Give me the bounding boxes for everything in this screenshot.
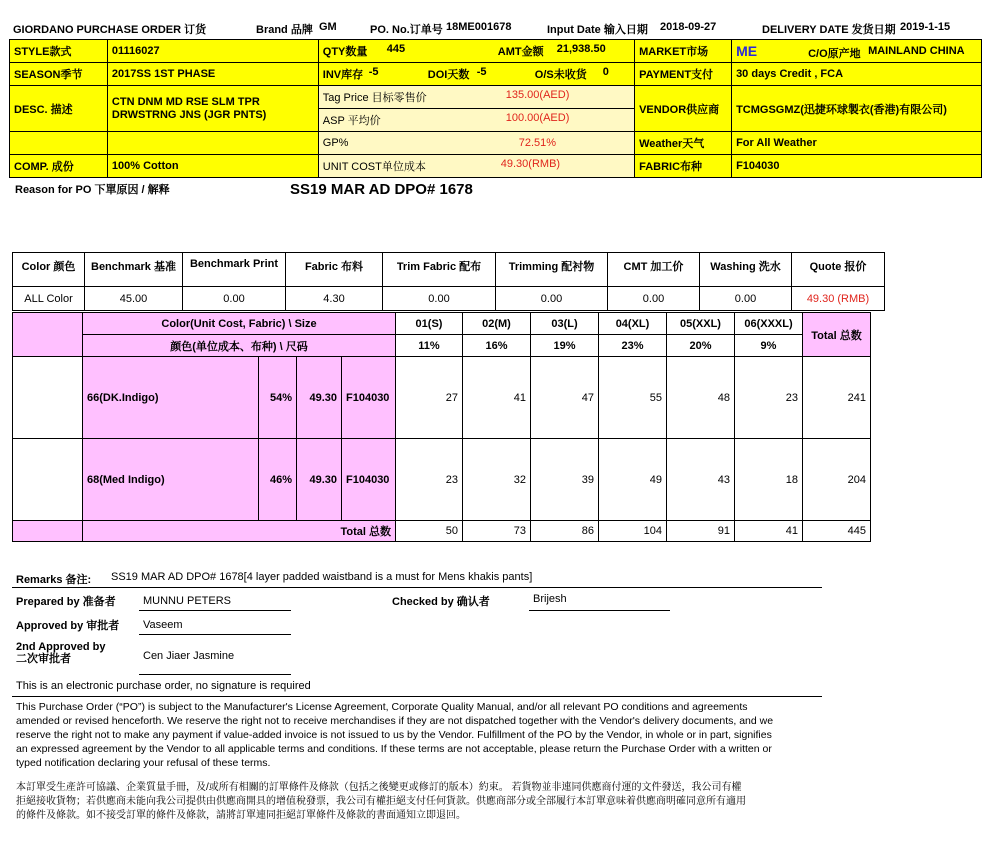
cost-cell-color: ALL Color	[13, 287, 85, 311]
market-origin-cell	[732, 40, 982, 63]
cost-header-color: Color 颜色	[13, 253, 85, 287]
brand-value: GM	[319, 21, 337, 33]
reason-label: Reason for PO 下單原因 / 解释	[15, 184, 170, 196]
season-value: 2017SS 1ST PHASE	[107, 63, 318, 86]
remarks-value: SS19 MAR AD DPO# 1678[4 layer padded waistband is a must for Mens khakis pants]	[111, 571, 533, 583]
second-approved-label	[16, 641, 105, 665]
row-total: 241	[803, 357, 871, 439]
blank-value-cell	[107, 132, 318, 155]
desc-label: DESC. 描述	[10, 86, 108, 132]
row-qty: 18	[735, 439, 803, 521]
matrix-title-cn: 颜色(单位成本、布种) \ 尺码	[83, 335, 396, 357]
fabric-value: F104030	[732, 155, 982, 178]
remarks-label: Remarks 备注:	[16, 574, 92, 586]
tag-price-cell	[318, 86, 634, 109]
terms-en-line: an expressed agreement by the Vendor to all applicable terms and conditions. If these terms are not acceptable, please return the Purchase Order with a written or	[16, 743, 772, 755]
style-label: STYLE款式	[10, 40, 108, 63]
delivery-date-value: 2019-1-15	[900, 21, 951, 33]
size-ratio: 11%	[396, 335, 463, 357]
amt-label: AMT金额	[497, 46, 544, 58]
unit-cost-cell	[318, 155, 634, 178]
prepared-by-value: MUNNU PETERS	[143, 595, 232, 607]
qty-amt-cell	[318, 40, 634, 63]
qty-value: 445	[386, 43, 406, 55]
terms-english	[16, 700, 826, 770]
cost-header-trimming: Trimming 配衬物	[496, 253, 608, 287]
row-cost: 49.30	[297, 439, 342, 521]
cost-breakdown-table	[12, 252, 885, 311]
size-total: 91	[667, 521, 735, 542]
blank-label-cell	[10, 132, 108, 155]
second-approved-value: Cen Jiaer Jasmine	[143, 650, 235, 662]
electronic-notice: This is an electronic purchase order, no signature is required	[16, 680, 311, 692]
size-quantity-matrix	[12, 312, 871, 542]
po-value: 18ME001678	[446, 21, 512, 33]
inv-label: INV库存	[322, 69, 364, 81]
size-header: 05(XXL)	[667, 313, 735, 335]
matrix-title-en: Color(Unit Cost, Fabric) \ Size	[83, 313, 396, 335]
cost-cell-cmt: 0.00	[608, 287, 700, 311]
cost-header-benchmark-print: Benchmark Print	[183, 253, 286, 287]
size-total: 73	[463, 521, 531, 542]
doi-label: DOI天数	[427, 69, 470, 81]
size-ratio: 23%	[599, 335, 667, 357]
cost-header-cmt: CMT 加工价	[608, 253, 700, 287]
comp-label: COMP. 成份	[10, 155, 108, 178]
document-title: GIORDANO PURCHASE ORDER 订货	[13, 24, 207, 36]
cost-cell-benchmark-print: 0.00	[183, 287, 286, 311]
signature-line	[139, 674, 291, 675]
asp-value: 100.00(AED)	[505, 112, 570, 124]
size-header: 06(XXXL)	[735, 313, 803, 335]
row-blank	[13, 357, 83, 439]
size-total: 50	[396, 521, 463, 542]
second-approved-label-cn: 二次审批者	[16, 653, 71, 665]
cost-header-benchmark: Benchmark 基准	[85, 253, 183, 287]
cost-cell-benchmark: 45.00	[85, 287, 183, 311]
cost-header-quote: Quote 报价	[792, 253, 885, 287]
market-label: MARKET市场	[635, 40, 732, 63]
row-qty: 41	[463, 357, 531, 439]
row-qty: 39	[531, 439, 599, 521]
size-total: 41	[735, 521, 803, 542]
size-header: 02(M)	[463, 313, 531, 335]
cost-header-washing: Washing 洗水	[700, 253, 792, 287]
divider	[12, 696, 822, 697]
row-fabric: F104030	[342, 439, 396, 521]
desc-line-2: DRWSTRNG JNS (JGR PNTS)	[111, 108, 267, 121]
comp-value: 100% Cotton	[107, 155, 318, 178]
terms-cn-line: 的條件及條款。如不接受訂單的條件及條款，請將訂單連同拒絕訂單條件及條款的書面通知立即退回。	[16, 810, 466, 821]
prepared-by-label: Prepared by 准备者	[16, 596, 116, 608]
origin-value: MAINLAND CHINA	[868, 45, 965, 57]
cost-cell-washing: 0.00	[700, 287, 792, 311]
unit-cost-value: 49.30(RMB)	[500, 158, 561, 170]
doi-value: -5	[476, 66, 487, 78]
asp-label: ASP 平均价	[322, 115, 381, 127]
size-ratio: 20%	[667, 335, 735, 357]
cost-cell-trimming: 0.00	[496, 287, 608, 311]
input-date-label: Input Date 输入日期	[547, 24, 648, 36]
po-info-table	[9, 39, 982, 178]
totals-row	[13, 521, 871, 542]
weather-label: Weather天气	[635, 132, 732, 155]
size-total: 86	[531, 521, 599, 542]
unit-cost-label: UNIT COST单位成本	[322, 161, 426, 173]
terms-cn-line: 本訂單受生產許可協議、企業質量手冊，及/或所有相關的訂單條件及條款（包括之後變更或修訂的版本）約束。 若貨物並非連同供應商付運的文件發送，我公司有權	[16, 782, 742, 793]
payment-label: PAYMENT支付	[635, 63, 732, 86]
style-value: 01116027	[107, 40, 318, 63]
inventory-cell	[318, 63, 634, 86]
row-blank	[13, 439, 83, 521]
inv-value: -5	[368, 66, 379, 78]
amt-value: 21,938.50	[556, 43, 606, 55]
table-row	[13, 439, 871, 521]
signature-line	[139, 610, 291, 611]
os-value: 0	[602, 66, 609, 78]
row-qty: 27	[396, 357, 463, 439]
row-qty: 48	[667, 357, 735, 439]
row-fabric: F104030	[342, 357, 396, 439]
reason-value: SS19 MAR AD DPO# 1678	[290, 181, 473, 198]
row-cost: 49.30	[297, 357, 342, 439]
terms-en-line: reserve the right not to make any payment if value-added invoice is not issued to us by the Vendor. Fulfillment of the PO by the Vendor, in whole or in part, signifies	[16, 729, 772, 741]
qty-label: QTY数量	[322, 46, 368, 58]
cost-header-fabric: Fabric 布料	[286, 253, 383, 287]
size-ratio: 19%	[531, 335, 599, 357]
terms-cn-line: 拒絕接收貨物；若供應商未能向我公司提供由供應商開具的增值稅發票，我公司有權拒絕支付任何貨款。供應商部分或全部履行本訂單意味着供應商明確同意所有適用	[16, 796, 746, 807]
payment-value: 30 days Credit , FCA	[732, 63, 982, 86]
asp-cell	[318, 109, 634, 132]
tag-price-label: Tag Price 目标零售价	[322, 92, 427, 104]
row-pct: 54%	[259, 357, 297, 439]
size-header: 03(L)	[531, 313, 599, 335]
divider	[12, 587, 822, 588]
fabric-label: FABRIC布种	[635, 155, 732, 178]
totals-blank	[13, 521, 83, 542]
season-label: SEASON季节	[10, 63, 108, 86]
po-label: PO. No.订单号	[370, 24, 443, 36]
approved-by-value: Vaseem	[143, 619, 183, 631]
size-ratio: 16%	[463, 335, 531, 357]
gp-value: 72.51%	[518, 137, 557, 149]
cost-header-trim-fabric: Trim Fabric 配布	[383, 253, 496, 287]
vendor-label: VENDOR供应商	[635, 86, 732, 132]
row-qty: 55	[599, 357, 667, 439]
row-color: 66(DK.Indigo)	[83, 357, 259, 439]
input-date-value: 2018-09-27	[660, 21, 717, 33]
tag-price-value: 135.00(AED)	[505, 89, 570, 101]
row-pct: 46%	[259, 439, 297, 521]
cost-cell-quote: 49.30 (RMB)	[792, 287, 885, 311]
row-qty: 47	[531, 357, 599, 439]
approved-by-label: Approved by 审批者	[16, 620, 120, 632]
size-total: 104	[599, 521, 667, 542]
vendor-value: TCMGSGMZ(迅捷环球製衣(香港)有限公司)	[732, 86, 982, 132]
size-header: 01(S)	[396, 313, 463, 335]
total-header: Total 总数	[803, 313, 871, 357]
row-total: 204	[803, 439, 871, 521]
terms-en-line: amended or revised henceforth. We reserve the right not to receive merchandises if they are not dispatched together with the Vendor's delivery documents, and we	[16, 715, 774, 727]
gp-cell	[318, 132, 634, 155]
os-label: O/S未收货	[534, 69, 587, 81]
desc-cell	[107, 86, 318, 132]
size-header: 04(XL)	[599, 313, 667, 335]
table-row	[13, 357, 871, 439]
row-qty: 23	[396, 439, 463, 521]
terms-en-line: typed notification declaring your refusal of these terms.	[16, 757, 271, 769]
totals-label: Total 总数	[83, 521, 396, 542]
weather-value: For All Weather	[732, 132, 982, 155]
row-qty: 32	[463, 439, 531, 521]
matrix-corner	[13, 313, 83, 357]
grand-total: 445	[803, 521, 871, 542]
brand-label: Brand 品牌	[256, 24, 313, 36]
signature-line	[139, 634, 291, 635]
checked-by-value: Brijesh	[533, 593, 567, 605]
terms-en-line: This Purchase Order (“PO”) is subject to the Manufacturer's License Agreement, Corporate Quality Manual, and/or all relevant PO conditions and agreements	[16, 701, 748, 713]
cost-cell-fabric: 4.30	[286, 287, 383, 311]
row-color: 68(Med Indigo)	[83, 439, 259, 521]
market-value: ME	[736, 43, 758, 59]
checked-by-label: Checked by 确认者	[392, 596, 490, 608]
desc-line-1: CTN DNM MD RSE SLM TPR	[111, 95, 260, 108]
terms-chinese	[16, 781, 836, 823]
second-approved-label-en: 2nd Approved by	[16, 641, 106, 653]
signature-line	[529, 610, 670, 611]
gp-label: GP%	[322, 137, 349, 149]
cost-cell-trim-fabric: 0.00	[383, 287, 496, 311]
row-qty: 49	[599, 439, 667, 521]
delivery-date-label: DELIVERY DATE 发货日期	[762, 24, 896, 36]
row-qty: 43	[667, 439, 735, 521]
size-ratio: 9%	[735, 335, 803, 357]
origin-label: C/O原产地	[808, 48, 861, 60]
row-qty: 23	[735, 357, 803, 439]
